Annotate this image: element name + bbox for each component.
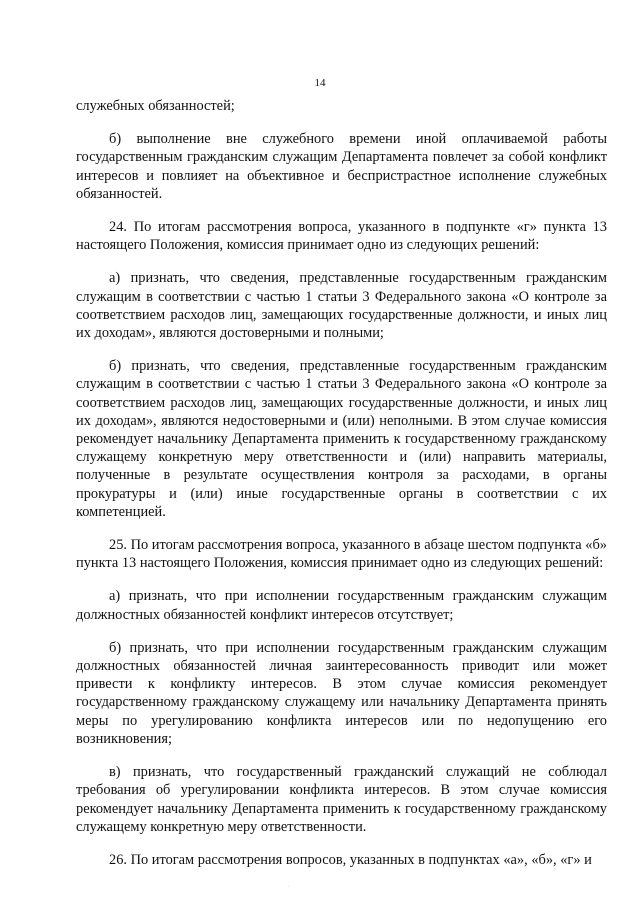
paragraph-item-25: 25. По итогам рассмотрения вопроса, указанного в абзаце шестом подпункта «б» пункта 13 настоящего Положения, комиссия принимает одно из следующих решений: xyxy=(76,537,607,572)
paragraph-item-25-v: в) признать, что государственный гражданский служащий не соблюдал требования об урегулировании конфликта интересов. В этом случае комиссия рекомендует начальнику Департамента применить к государственному гражданскому служащему конкретную меру ответственности. xyxy=(76,764,607,835)
paragraph-item-24: 24. По итогам рассмотрения вопроса, указанного в подпункте «г» пункта 13 настоящего Положения, комиссия принимает одно из следующих решений: xyxy=(76,219,607,254)
paragraph-item-24-b: б) признать, что сведения, представленные государственным гражданским служащим в соответствии с частью 1 статьи 3 Федерального закона «О контроле за соответствием расходов лиц, замещающих государственные должности, и иных лиц их доходам», являются недостоверными и (или) неполными. В этом случае комиссия рекомендует начальнику Департамента применить к государственному гражданскому служащему конкретную меру ответственности и (или) направить материалы, полученные в результате осуществления контроля за расходами, в органы прокуратуры и (или) иные государственные органы в соответствии с их компетенцией. xyxy=(76,358,607,520)
scan-artifact: · xyxy=(287,883,290,891)
paragraph-item-25-b: б) признать, что при исполнении государственным гражданским служащим должностных обязанностей личная заинтересованность приводит или может привести к конфликту интересов. В этом случае комиссия рекомендует государственному гражданскому служащему или начальнику Департамента принять меры по урегулированию конфликта интересов или по недопущению его возникновения; xyxy=(76,639,607,747)
paragraph-subitem-b: б) выполнение вне служебного времени иной оплачиваемой работы государственным гражданским служащим Департамента повлечет за собой конфликт интересов и повлияет на объективное и беспристрастное исполнение служебных обязанностей. xyxy=(76,131,607,202)
page-number: 14 xyxy=(314,77,326,89)
paragraph-continuation: служебных обязанностей; xyxy=(76,98,235,114)
document-body xyxy=(76,97,607,869)
paragraph-item-25-a: а) признать, что при исполнении государственным гражданским служащим должностных обязанностей конфликт интересов отсутствует; xyxy=(76,588,607,623)
paragraph-item-24-a: а) признать, что сведения, представленные государственным гражданским служащим в соответствии с частью 1 статьи 3 Федерального закона «О контроле за соответствием расходов лиц, замещающих государственные должности, и иных лиц их доходам», являются достоверными и полными; xyxy=(76,270,607,342)
paragraph-item-26: 26. По итогам рассмотрения вопросов, указанных в подпунктах «а», «б», «г» и xyxy=(109,851,592,868)
